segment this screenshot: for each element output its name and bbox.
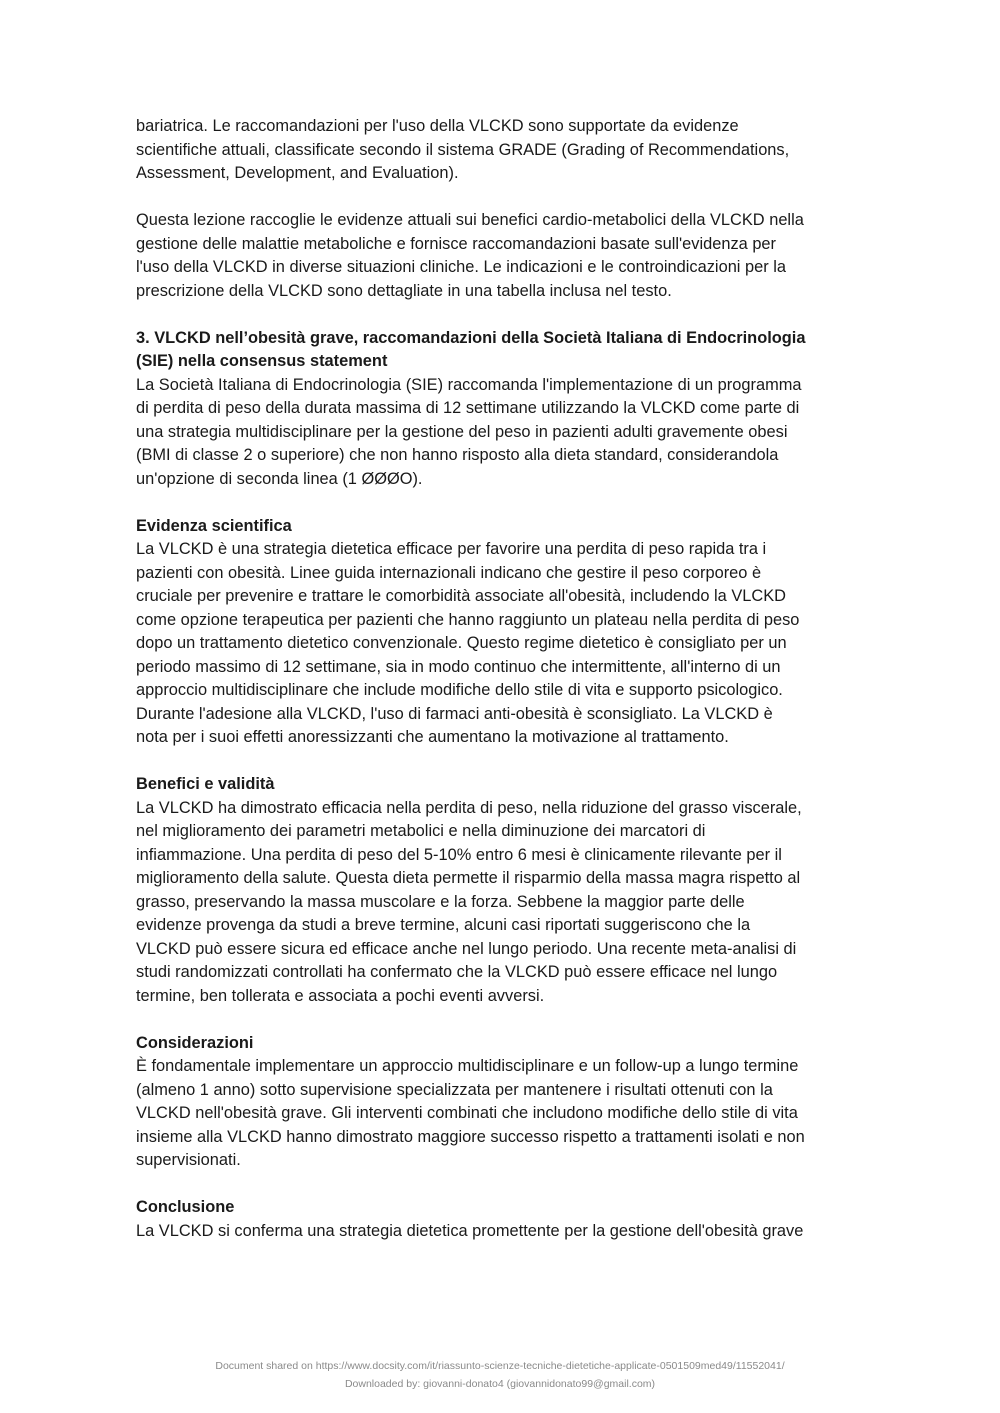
- intro-paragraph: bariatrica. Le raccomandazioni per l'uso della VLCKD sono supportate da evidenze scientifiche attuali, classificate secondo il sistema GRADE (Grading of Recommendations, Assessment, Development, and Evaluation).: [136, 117, 790, 182]
- section-heading: 3. VLCKD nell’obesità grave, raccomandazioni della Società Italiana di Endocrinologia (SIE) nella consensus statement: [136, 328, 806, 370]
- paragraph-gap: [136, 1008, 866, 1032]
- paragraph-gap: [136, 303, 866, 327]
- subsection-heading: Conclusione: [136, 1198, 235, 1216]
- subsection-heading: Evidenza scientifica: [136, 516, 292, 535]
- subsection-paragraph: La VLCKD ha dimostrato efficacia nella perdita di peso, nella riduzione del grasso viscerale, nel miglioramento dei parametri metabolici e nella diminuzione dei marcatori di infiammazione. Una perdita di peso del 5-10% entro 6 mesi è clinicamente rilevante per il miglioramento della salute. Questa dieta permette il risparmio della massa magra rispetto al grasso, preservando la massa muscolare e la forza. Sebbene la maggior parte delle evidenze provenga da studi a breve termine, alcuni casi riportati suggeriscono che la VLCKD può essere sicura ed efficace anche nel lungo periodo. Una recente meta-analisi di studi randomizzati controllati ha confermato che la VLCKD può essere efficace nel lungo termine, ben tollerata e associata a pochi eventi avversi.: [136, 798, 802, 1005]
- subsection-paragraph: È fondamentale implementare un approccio multidisciplinare e un follow-up a lungo termine (almeno 1 anno) sotto supervisione specializzata per mantenere i risultati ottenuti con la VLCKD nell'obesità grave. Gli interventi combinati che includono modifiche dello stile di vita insieme alla VLCKD hanno dimostrato maggiore successo rispetto a trattamenti isolati e non supervisionati.: [136, 1057, 805, 1169]
- paragraph-gap: [136, 491, 866, 515]
- section-paragraph: La Società Italiana di Endocrinologia (SIE) raccomanda l'implementazione di un programma di perdita di peso della durata massima di 12 settimane utilizzando la VLCKD come parte di una strategia multidisciplinare per la gestione del peso in pazienti adulti gravemente obesi (BMI di classe 2 o superiore) che non hanno risposto alla dieta standard, considerandola un'opzione di seconda linea (1 ØØØO).: [136, 375, 802, 488]
- subsection-heading: Benefici e validità: [136, 775, 275, 793]
- subsection-paragraph: La VLCKD si conferma una strategia dietetica promettente per la gestione dell'obesità grave: [136, 1221, 804, 1240]
- footer-downloaded-line: Downloaded by: giovanni-donato4 (giovannidonato99@gmail.com): [344, 1378, 656, 1390]
- subsection-heading: Considerazioni: [136, 1033, 254, 1052]
- document-body: [136, 115, 866, 1243]
- subsection-paragraph: La VLCKD è una strategia dietetica efficace per favorire una perdita di peso rapida tra i pazienti con obesità. Linee guida internazionali indicano che gestire il peso corporeo è cruciale per prevenire e trattare le comorbidità associate all'obesità, includendo la VLCKD come opzione terapeutica per pazienti che hanno raggiunto un plateau nella perdita di peso dopo un trattamento dietetico convenzionale. Questo regime dietetico è consigliato per un periodo massimo di 12 settimane, sia in modo continuo che intermittente, all'interno di un approccio multidisciplinare che include modifiche dello stile di vita e supporto psicologico. Durante l'adesione alla VLCKD, l'uso di farmaci anti-obesità è sconsigliato. La VLCKD è nota per i suoi effetti anoressizzanti che aumentano la motivazione al trattamento.: [136, 540, 800, 746]
- footer-shared-line: Document shared on https://www.docsity.com/it/riassunto-scienze-tecniche-dietetiche-applicate-0501509med49/11552041/: [215, 1360, 785, 1372]
- paragraph-gap: [136, 1173, 866, 1197]
- paragraph-gap: [136, 186, 866, 210]
- intro-paragraph: Questa lezione raccoglie le evidenze attuali sui benefici cardio-metabolici della VLCKD nella gestione delle malattie metaboliche e fornisce raccomandazioni basate sull'evidenza per l'uso della VLCKD in diverse situazioni cliniche. Le indicazioni e le controindicazioni per la prescrizione della VLCKD sono dettagliate in una tabella inclusa nel testo.: [136, 211, 804, 300]
- paragraph-gap: [136, 750, 866, 774]
